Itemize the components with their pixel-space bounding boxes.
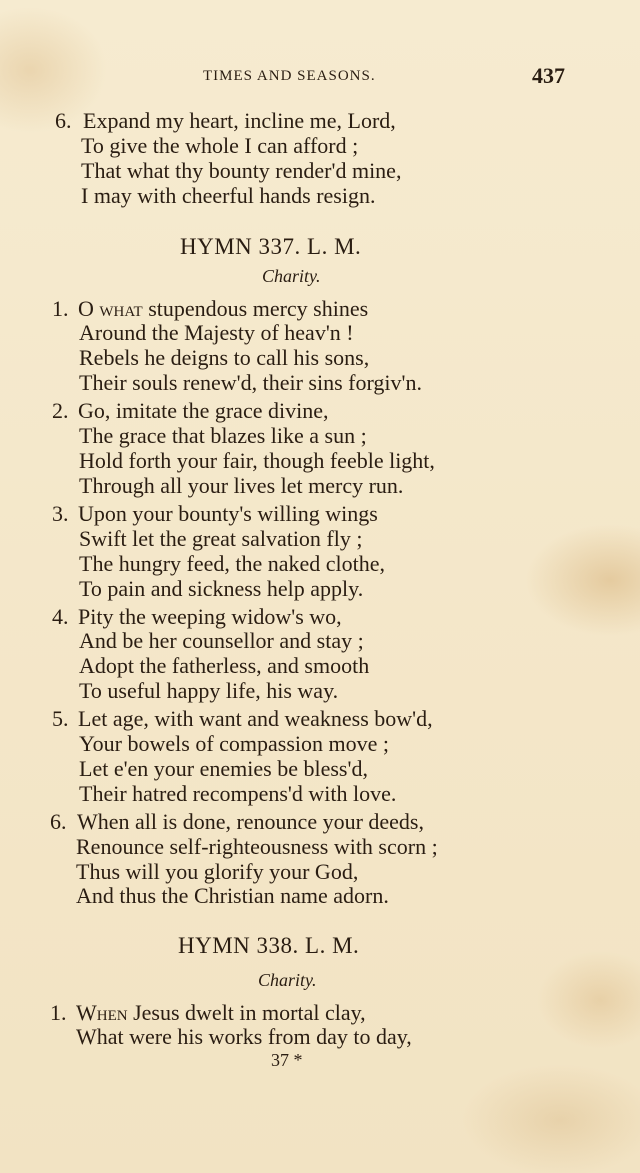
verse-line: And be her counsellor and stay ; [79, 628, 364, 653]
hymn-title: HYMN 338. L. M. [178, 933, 360, 958]
first-line-rest: Jesus dwelt in mortal clay, [127, 1000, 366, 1025]
verse-line: Their hatred recompens'd with love. [79, 781, 397, 806]
verse-line: Expand my heart, incline me, Lord, [83, 108, 396, 133]
verse-line [78, 296, 368, 321]
stanza-number: 4. [52, 604, 69, 629]
stanza-number: 2. [52, 398, 69, 423]
verse-line: When all is done, renounce your deeds, [77, 809, 424, 834]
hymn-subtitle: Charity. [258, 970, 317, 990]
verse-line: Let e'en your enemies be bless'd, [79, 756, 368, 781]
verse-line: Hold forth your fair, though feeble light, [79, 448, 435, 473]
verse-line: That what thy bounty render'd mine, [81, 158, 402, 183]
verse-line: Go, imitate the grace divine, [78, 398, 329, 423]
first-line-rest: stupendous mercy shines [142, 296, 369, 321]
first-words: When [76, 1000, 128, 1025]
verse-line: Upon your bounty's willing wings [78, 501, 378, 526]
stanza-number: 6. [55, 108, 72, 133]
running-head: TIMES AND SEASONS. [203, 68, 376, 84]
verse-line: And thus the Christian name adorn. [76, 883, 389, 908]
hymn-subtitle: Charity. [262, 266, 321, 286]
page-number: 437 [532, 63, 565, 88]
first-words: O what [78, 296, 143, 321]
verse-line: To useful happy life, his way. [79, 678, 339, 703]
verse-line: Thus will you glorify your God, [76, 859, 359, 884]
verse-line: The grace that blazes like a sun ; [79, 423, 367, 448]
stanza-number: 3. [52, 501, 69, 526]
verse-line: Let age, with want and weakness bow'd, [78, 706, 433, 731]
verse-line [76, 1000, 366, 1025]
verse-line: What were his works from day to day, [76, 1024, 412, 1049]
verse-line: Adopt the fatherless, and smooth [79, 653, 370, 678]
stanza-number: 6. [50, 809, 67, 834]
verse-line: To pain and sickness help apply. [79, 576, 364, 601]
verse-line: I may with cheerful hands resign. [81, 183, 376, 208]
verse-line: Your bowels of compassion move ; [79, 731, 390, 756]
stanza-number: 1. [50, 1000, 67, 1025]
verse-line: To give the whole I can afford ; [81, 133, 359, 158]
hymn-title: HYMN 337. L. M. [180, 234, 362, 259]
stanza-number: 5. [52, 706, 69, 731]
stanza-number: 1. [52, 296, 69, 321]
verse-line: Swift let the great salvation fly ; [79, 526, 363, 551]
verse-line: Around the Majesty of heav'n ! [79, 320, 354, 345]
signature-mark: 37 * [271, 1050, 303, 1070]
verse-line: Pity the weeping widow's wo, [78, 604, 342, 629]
verse-line: Rebels he deigns to call his sons, [79, 345, 370, 370]
verse-line: Through all your lives let mercy run. [79, 473, 404, 498]
verse-line: Renounce self-righteousness with scorn ; [76, 834, 438, 859]
verse-line: The hungry feed, the naked clothe, [79, 551, 386, 576]
verse-line: Their souls renew'd, their sins forgiv'n. [79, 370, 422, 395]
